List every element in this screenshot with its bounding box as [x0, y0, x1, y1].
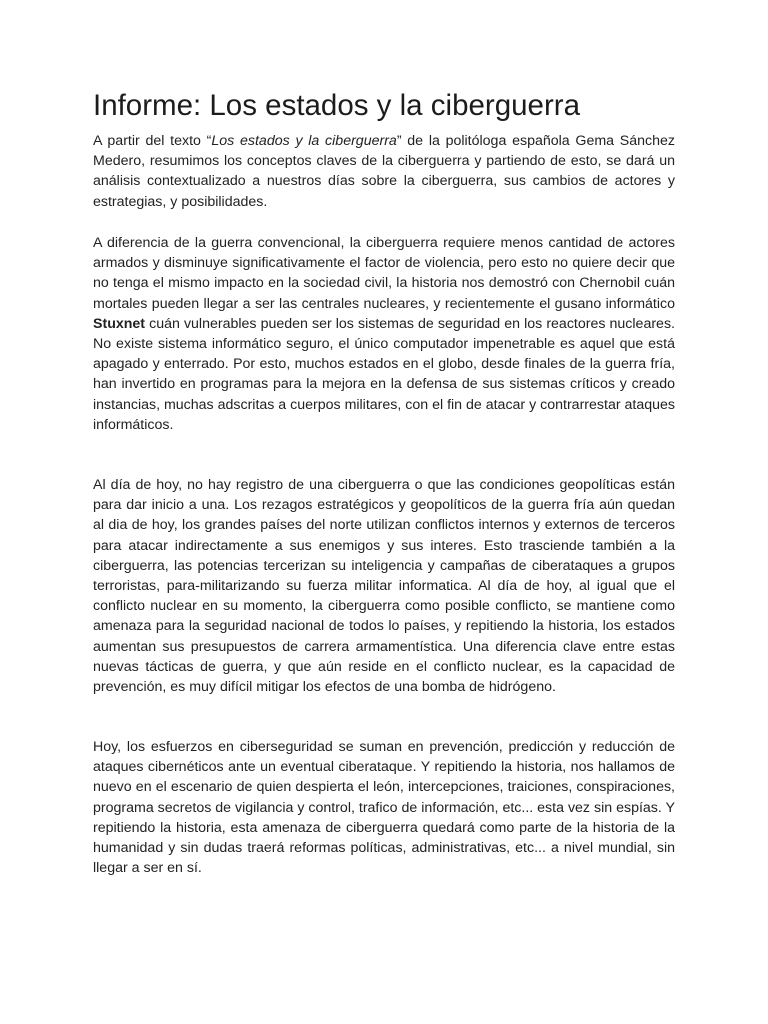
intro-text-after: ” de la politóloga española Gema Sánchez Medero, resumimos los conceptos claves de la ciberguerra y partiendo de esto, se dará un análisis contextualizado a nuestros días sobre la ciberguerra, sus cambios de actores y estrategias, y posibilidades. — [93, 133, 676, 210]
p2-text-before: A diferencia de la guerra convencional, la ciberguerra requiere menos cantidad de actores armados y disminuye significativamente el factor de violencia, pero esto no quiere decir que no tenga el mismo impacto en la sociedad civil, la historia nos demostró con Chernobil cuán mortales pueden llegar a ser las centrales nucleares, y recientemente el gusano informático — [93, 235, 675, 312]
paragraph-geopolitics: Al día de hoy, no hay registro de una ciberguerra o que las condiciones geopolíticas están para dar inicio a una. Los rezagos estratégicos y geopolíticos de la guerra fría aún quedan al dia de hoy, los grandes países del norte utilizan conflictos internos y externos de terceros para atacar indirectamente a sus enemigos y sus interes. Esto trasciende también a la ciberguerra, las potencias tercerizan su inteligencia y campañas de ciberataques a grupos terroristas, para-militarizando su fuerza militar informatica. Al día de hoy, al igual que el conflicto nuclear en su momento, la ciberguerra como posible conflicto, se mantiene como amenaza para la seguridad nacional de todos lo países, y repitiendo la historia, los estados aumentan sus presupuestos de carrera armamentística. Una diferencia clave entre estas nuevas tácticas de guerra, y que aún reside en el conflicto nuclear, es la capacidad de prevención, es muy difícil mitigar los efectos de una bomba de hidrógeno. — [93, 477, 675, 696]
document-page — [93, 0, 675, 1024]
stuxnet-term: Stuxnet — [93, 315, 146, 332]
intro-source-title: Los estados y la ciberguerra — [211, 133, 397, 149]
p2-text-after: cuán vulnerables pueden ser los sistemas de seguridad en los reactores nucleares. No existe sistema informático seguro, el único computador impenetrable es aquel que está apagado y enterrado. Por esto, muchos estados en el globo, desde finales de la guerra fría, han invertido en programas para la mejora en la defensa de sus sistemas críticos y creado instancias, muchas adscritas a cuerpos militares, con el fin de atacar y contrarrestar ataques informáticos. — [93, 315, 675, 433]
intro-text-before: A partir del texto “ — [93, 133, 212, 149]
paragraph-intro — [93, 131, 675, 212]
document-title: Informe: Los estados y la ciberguerra — [93, 89, 580, 122]
paragraph-cybersecurity: Hoy, los esfuerzos en ciberseguridad se suman en prevención, predicción y reducción de ataques cibernéticos ante un eventual ciberataque. Y repitiendo la historia, nos hallamos de nuevo en el escenario de quien despierta el león, intercepciones, traiciones, conspiraciones, programa secretos de vigilancia y control, trafico de información, etc... esta vez sin espías. Y repitiendo la historia, esta amenaza de ciberguerra quedará como parte de la historia de la humanidad y sin dudas traerá reformas políticas, administrativas, etc... a nivel mundial, sin llegar a ser en sí. — [93, 739, 675, 877]
paragraph-conventional-war — [93, 233, 675, 435]
